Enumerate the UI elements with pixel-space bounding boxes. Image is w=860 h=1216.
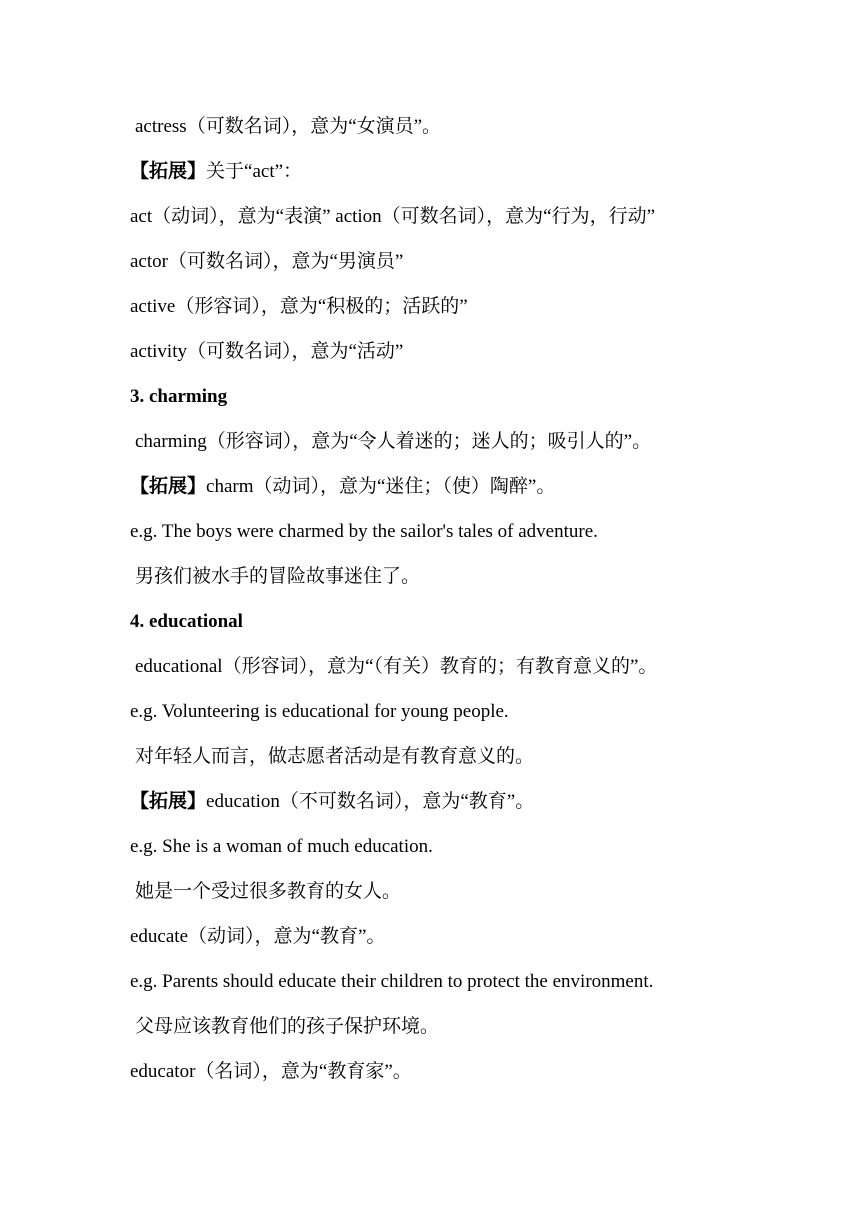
- text-line: charming（形容词），意为“令人着迷的；迷人的；吸引人的”。: [135, 431, 652, 452]
- expand-tag: 【拓展】: [130, 791, 207, 812]
- text-line: educational（形容词），意为“（有关）教育的；有教育意义的”。: [135, 656, 658, 677]
- section-heading: 4. educational: [130, 611, 243, 632]
- text-line: actor（可数名词），意为“男演员”: [130, 251, 404, 272]
- text-line: educate（动词），意为“教育”。: [130, 926, 386, 947]
- translation-line: 男孩们被水手的冒险故事迷住了。: [135, 566, 421, 587]
- translation-line: 她是一个受过很多教育的女人。: [135, 881, 402, 902]
- text-line: actress（可数名词），意为“女演员”。: [135, 116, 442, 137]
- example-sentence: e.g. Parents should educate their children to protect the environment.: [130, 971, 654, 992]
- text-line: act（动词），意为“表演” action（可数名词），意为“行为，行动”: [130, 206, 656, 227]
- translation-line: 对年轻人而言，做志愿者活动是有教育意义的。: [135, 746, 535, 767]
- text-line: 【拓展】charm（动词），意为“迷住；（使）陶醉”。: [130, 476, 556, 497]
- text-line: 【拓展】关于“act”：: [130, 161, 303, 182]
- text-line: educator（名词），意为“教育家”。: [130, 1061, 412, 1082]
- text-line: activity（可数名词），意为“活动”: [130, 341, 404, 362]
- section-heading: 3. charming: [130, 386, 228, 407]
- example-sentence: e.g. Volunteering is educational for young people.: [130, 701, 509, 722]
- translation-line: 父母应该教育他们的孩子保护环境。: [135, 1016, 440, 1037]
- example-sentence: e.g. The boys were charmed by the sailor's tales of adventure.: [130, 521, 598, 542]
- text-line: active（形容词），意为“积极的；活跃的”: [130, 296, 468, 317]
- expand-tag: 【拓展】: [130, 476, 207, 497]
- example-sentence: e.g. She is a woman of much education.: [130, 836, 433, 857]
- expand-tag: 【拓展】: [130, 161, 207, 182]
- text-line: 【拓展】education（不可数名词），意为“教育”。: [130, 791, 535, 812]
